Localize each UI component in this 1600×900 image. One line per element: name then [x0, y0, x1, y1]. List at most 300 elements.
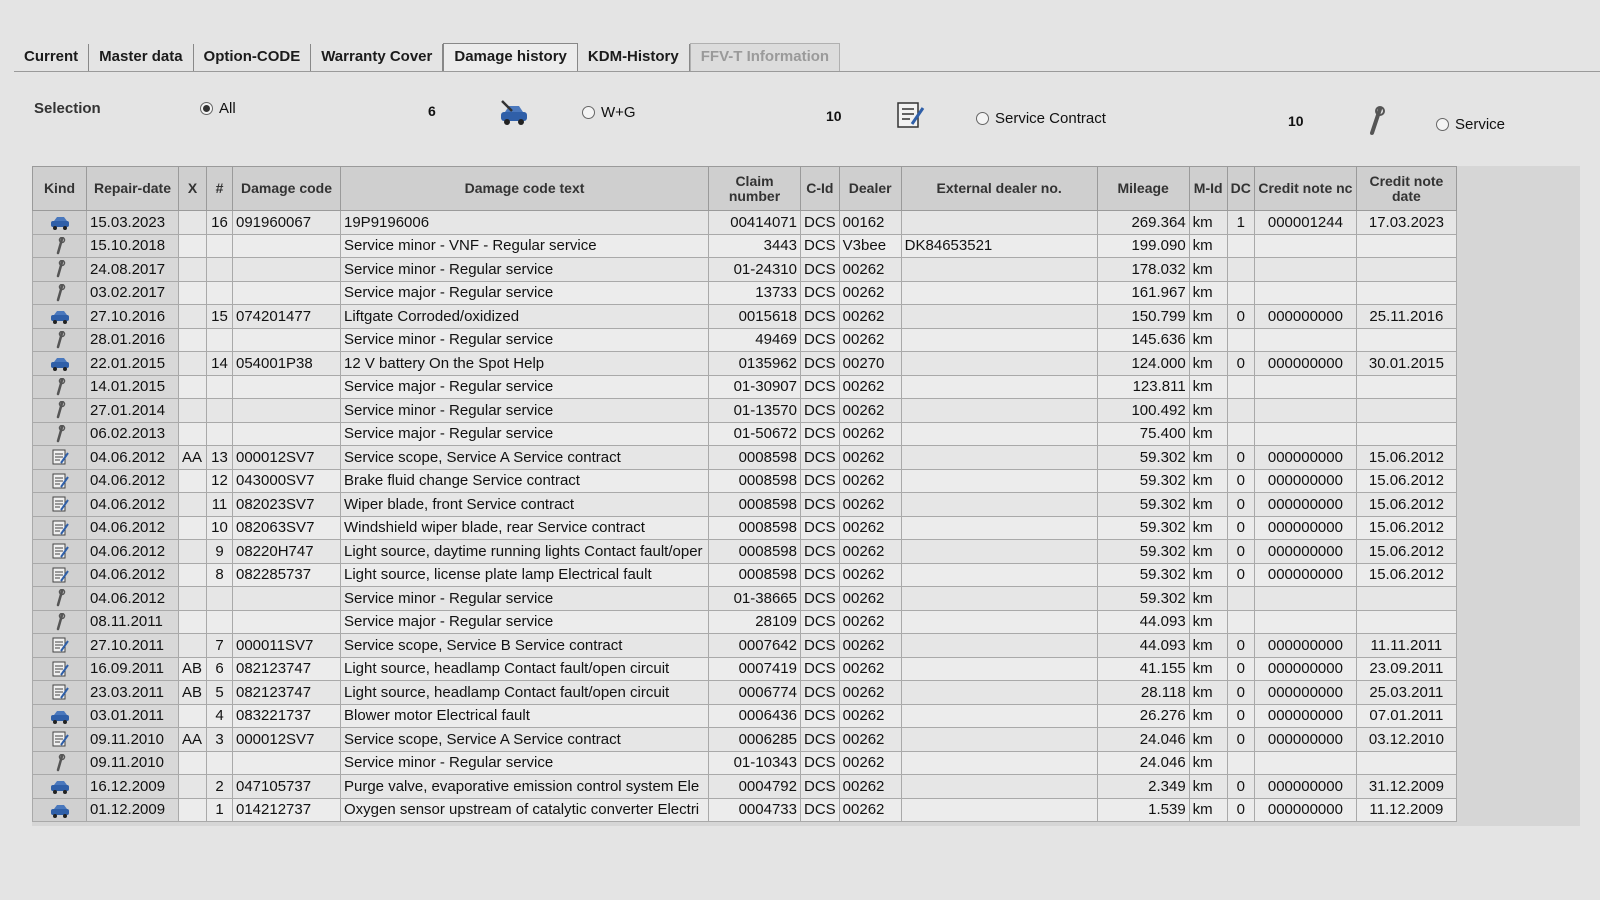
column-header-code[interactable]: Damage code — [233, 167, 341, 211]
cell-text: Service minor - Regular service — [341, 751, 709, 775]
cell-num: 16 — [207, 211, 233, 235]
cell-x — [179, 751, 207, 775]
table-row[interactable] — [33, 681, 1457, 705]
cell-date: 27.01.2014 — [87, 399, 179, 423]
cell-code: 082023SV7 — [233, 493, 341, 517]
cell-cdate — [1356, 258, 1456, 282]
service-contract-icon — [50, 730, 70, 748]
cell-code — [233, 399, 341, 423]
cell-credit: 000000000 — [1254, 563, 1356, 587]
column-header-cid[interactable]: C-Id — [801, 167, 840, 211]
table-row[interactable] — [33, 587, 1457, 611]
table-row[interactable] — [33, 305, 1457, 329]
cell-kind — [33, 469, 87, 493]
cell-cid: DCS — [801, 587, 840, 611]
cell-credit: 000000000 — [1254, 469, 1356, 493]
table-row[interactable] — [33, 328, 1457, 352]
cell-mid: km — [1189, 681, 1227, 705]
cell-date: 04.06.2012 — [87, 540, 179, 564]
radio-service-contract-dot[interactable] — [976, 112, 989, 125]
cell-dc — [1227, 234, 1254, 258]
count-service-contract: 10 — [1288, 113, 1304, 129]
cell-x — [179, 399, 207, 423]
cell-x: AB — [179, 657, 207, 681]
cell-num — [207, 422, 233, 446]
column-header-kind[interactable]: Kind — [33, 167, 87, 211]
column-header-ext[interactable]: External dealer no. — [901, 167, 1097, 211]
cell-ext — [901, 563, 1097, 587]
cell-dealer: 00262 — [839, 704, 901, 728]
cell-dealer: 00262 — [839, 422, 901, 446]
radio-service-dot[interactable] — [1436, 118, 1449, 131]
tab-kdm-history[interactable]: KDM-History — [578, 44, 690, 71]
cell-cdate: 15.06.2012 — [1356, 446, 1456, 470]
cell-cdate — [1356, 234, 1456, 258]
cell-dealer: 00262 — [839, 281, 901, 305]
cell-text: Service minor - VNF - Regular service — [341, 234, 709, 258]
cell-mid: km — [1189, 422, 1227, 446]
table-row[interactable] — [33, 493, 1457, 517]
cell-mileage: 123.811 — [1097, 375, 1189, 399]
cell-code: 074201477 — [233, 305, 341, 329]
cell-dc — [1227, 610, 1254, 634]
car-repair-icon — [49, 214, 71, 230]
cell-code — [233, 258, 341, 282]
cell-ext — [901, 493, 1097, 517]
cell-dc: 0 — [1227, 634, 1254, 658]
wrench-icon — [51, 613, 69, 631]
cell-dealer: 00262 — [839, 728, 901, 752]
cell-dc — [1227, 328, 1254, 352]
cell-kind — [33, 728, 87, 752]
tab-master-data[interactable]: Master data — [89, 44, 193, 71]
cell-ext — [901, 281, 1097, 305]
cell-cdate: 30.01.2015 — [1356, 352, 1456, 376]
table-row[interactable] — [33, 352, 1457, 376]
service-contract-icon — [50, 495, 70, 513]
cell-dc: 0 — [1227, 798, 1254, 822]
cell-mileage: 2.349 — [1097, 775, 1189, 799]
cell-x — [179, 493, 207, 517]
cell-ext — [901, 328, 1097, 352]
cell-dc — [1227, 375, 1254, 399]
wrench-icon — [51, 260, 69, 278]
cell-ext — [901, 704, 1097, 728]
cell-date: 08.11.2011 — [87, 610, 179, 634]
cell-dc: 0 — [1227, 563, 1254, 587]
cell-dealer: 00262 — [839, 563, 901, 587]
cell-claim: 01-10343 — [709, 751, 801, 775]
cell-kind — [33, 352, 87, 376]
cell-dc: 0 — [1227, 516, 1254, 540]
cell-num — [207, 234, 233, 258]
cell-x — [179, 305, 207, 329]
table-row[interactable] — [33, 704, 1457, 728]
table-row[interactable] — [33, 728, 1457, 752]
table-row[interactable] — [33, 375, 1457, 399]
cell-mid: km — [1189, 798, 1227, 822]
cell-date: 04.06.2012 — [87, 446, 179, 470]
cell-credit: 000000000 — [1254, 704, 1356, 728]
cell-mileage: 41.155 — [1097, 657, 1189, 681]
cell-num: 1 — [207, 798, 233, 822]
cell-mid: km — [1189, 399, 1227, 423]
cell-kind — [33, 375, 87, 399]
table-row[interactable] — [33, 469, 1457, 493]
cell-x — [179, 352, 207, 376]
cell-claim: 0015618 — [709, 305, 801, 329]
cell-cid: DCS — [801, 634, 840, 658]
cell-claim: 0004792 — [709, 775, 801, 799]
column-header-cdate[interactable]: Credit note date — [1356, 167, 1456, 211]
cell-credit: 000000000 — [1254, 540, 1356, 564]
column-header-date[interactable]: Repair-date — [87, 167, 179, 211]
selection-filter — [34, 96, 1574, 132]
cell-text: Blower motor Electrical fault — [341, 704, 709, 728]
cell-mid: km — [1189, 234, 1227, 258]
cell-mileage: 59.302 — [1097, 493, 1189, 517]
cell-x — [179, 469, 207, 493]
cell-date: 04.06.2012 — [87, 516, 179, 540]
cell-claim: 01-13570 — [709, 399, 801, 423]
cell-dealer: 00262 — [839, 798, 901, 822]
cell-cdate: 25.11.2016 — [1356, 305, 1456, 329]
table-body — [33, 211, 1457, 822]
column-header-dc[interactable]: DC — [1227, 167, 1254, 211]
cell-kind — [33, 422, 87, 446]
cell-dc: 0 — [1227, 728, 1254, 752]
cell-mid: km — [1189, 516, 1227, 540]
radio-wg-dot[interactable] — [582, 106, 595, 119]
cell-mid: km — [1189, 328, 1227, 352]
cell-code — [233, 375, 341, 399]
cell-text: Windshield wiper blade, rear Service contract — [341, 516, 709, 540]
cell-num: 12 — [207, 469, 233, 493]
cell-text: Service major - Regular service — [341, 422, 709, 446]
cell-mileage: 59.302 — [1097, 587, 1189, 611]
cell-mid: km — [1189, 657, 1227, 681]
tab-option-code[interactable]: Option-CODE — [194, 44, 312, 71]
cell-dealer: 00262 — [839, 469, 901, 493]
column-header-mid[interactable]: M-Id — [1189, 167, 1227, 211]
cell-credit — [1254, 399, 1356, 423]
cell-credit: 000000000 — [1254, 516, 1356, 540]
cell-code: 000012SV7 — [233, 728, 341, 752]
cell-credit: 000000000 — [1254, 798, 1356, 822]
cell-num: 3 — [207, 728, 233, 752]
radio-wg[interactable] — [582, 104, 636, 121]
cell-date: 22.01.2015 — [87, 352, 179, 376]
radio-all[interactable] — [200, 100, 236, 117]
cell-code: 054001P38 — [233, 352, 341, 376]
cell-num: 4 — [207, 704, 233, 728]
cell-num — [207, 751, 233, 775]
cell-ext — [901, 775, 1097, 799]
cell-mileage: 44.093 — [1097, 634, 1189, 658]
table-row[interactable] — [33, 516, 1457, 540]
cell-mileage: 199.090 — [1097, 234, 1189, 258]
cell-num — [207, 328, 233, 352]
cell-text: Service scope, Service A Service contract — [341, 728, 709, 752]
wrench-icon — [51, 401, 69, 419]
cell-cdate — [1356, 328, 1456, 352]
cell-ext — [901, 469, 1097, 493]
tab-current[interactable]: Current — [14, 44, 89, 71]
cell-dealer: 00262 — [839, 775, 901, 799]
table-row[interactable] — [33, 775, 1457, 799]
cell-ext: DK84653521 — [901, 234, 1097, 258]
cell-mileage: 28.118 — [1097, 681, 1189, 705]
cell-date: 28.01.2016 — [87, 328, 179, 352]
column-header-credit[interactable]: Credit note nc — [1254, 167, 1356, 211]
cell-cid: DCS — [801, 305, 840, 329]
cell-claim: 0007642 — [709, 634, 801, 658]
tab-damage-history[interactable]: Damage history — [443, 43, 578, 71]
cell-credit — [1254, 422, 1356, 446]
table-row[interactable] — [33, 446, 1457, 470]
cell-dc: 0 — [1227, 681, 1254, 705]
cell-x — [179, 211, 207, 235]
column-header-dealer[interactable]: Dealer — [839, 167, 901, 211]
cell-mid: km — [1189, 540, 1227, 564]
wrench-icon — [51, 378, 69, 396]
cell-mileage: 24.046 — [1097, 728, 1189, 752]
table-row[interactable] — [33, 211, 1457, 235]
cell-mileage: 59.302 — [1097, 516, 1189, 540]
cell-dealer: 00262 — [839, 493, 901, 517]
cell-mileage: 124.000 — [1097, 352, 1189, 376]
cell-cid: DCS — [801, 258, 840, 282]
cell-cdate: 31.12.2009 — [1356, 775, 1456, 799]
cell-dealer: 00262 — [839, 751, 901, 775]
cell-date: 27.10.2011 — [87, 634, 179, 658]
cell-dealer: 00262 — [839, 540, 901, 564]
cell-ext — [901, 798, 1097, 822]
cell-ext — [901, 422, 1097, 446]
cell-kind — [33, 234, 87, 258]
cell-kind — [33, 563, 87, 587]
cell-cid: DCS — [801, 728, 840, 752]
cell-cdate: 25.03.2011 — [1356, 681, 1456, 705]
cell-kind — [33, 399, 87, 423]
car-repair-icon — [49, 308, 71, 324]
cell-code — [233, 281, 341, 305]
table-row[interactable] — [33, 281, 1457, 305]
cell-num — [207, 281, 233, 305]
cell-cdate: 23.09.2011 — [1356, 657, 1456, 681]
cell-num — [207, 610, 233, 634]
cell-text: Service major - Regular service — [341, 610, 709, 634]
cell-claim: 0006285 — [709, 728, 801, 752]
cell-dealer: 00162 — [839, 211, 901, 235]
cell-date: 01.12.2009 — [87, 798, 179, 822]
cell-cid: DCS — [801, 657, 840, 681]
radio-service-contract[interactable] — [976, 110, 1106, 127]
service-contract-icon — [50, 448, 70, 466]
cell-cdate: 03.12.2010 — [1356, 728, 1456, 752]
cell-dealer: 00262 — [839, 681, 901, 705]
cell-code: 082285737 — [233, 563, 341, 587]
column-header-claim[interactable]: Claim number — [709, 167, 801, 211]
cell-date: 24.08.2017 — [87, 258, 179, 282]
cell-dc — [1227, 258, 1254, 282]
cell-mileage: 59.302 — [1097, 563, 1189, 587]
cell-ext — [901, 587, 1097, 611]
cell-claim: 0008598 — [709, 446, 801, 470]
cell-dc: 0 — [1227, 446, 1254, 470]
radio-all-label: All — [219, 100, 236, 117]
cell-cdate — [1356, 751, 1456, 775]
wrench-icon — [51, 331, 69, 349]
cell-dealer: 00262 — [839, 657, 901, 681]
cell-claim: 01-50672 — [709, 422, 801, 446]
cell-text: Purge valve, evaporative emission control system Ele — [341, 775, 709, 799]
cell-num: 7 — [207, 634, 233, 658]
table-row[interactable] — [33, 634, 1457, 658]
cell-kind — [33, 798, 87, 822]
count-wg: 10 — [826, 108, 842, 124]
radio-service-label: Service — [1455, 116, 1506, 133]
column-header-x[interactable]: X — [179, 167, 207, 211]
cell-kind — [33, 516, 87, 540]
cell-date: 14.01.2015 — [87, 375, 179, 399]
table-row[interactable] — [33, 751, 1457, 775]
cell-mileage: 26.276 — [1097, 704, 1189, 728]
service-contract-icon — [50, 519, 70, 537]
cell-x — [179, 563, 207, 587]
radio-service[interactable] — [1436, 116, 1505, 133]
cell-code — [233, 751, 341, 775]
cell-code — [233, 610, 341, 634]
cell-text: Service scope, Service A Service contract — [341, 446, 709, 470]
cell-cdate — [1356, 587, 1456, 611]
wrench-icon — [51, 284, 69, 302]
cell-kind — [33, 657, 87, 681]
table-row[interactable] — [33, 563, 1457, 587]
cell-kind — [33, 211, 87, 235]
cell-cid: DCS — [801, 328, 840, 352]
cell-dc: 0 — [1227, 704, 1254, 728]
cell-num — [207, 399, 233, 423]
cell-date: 15.10.2018 — [87, 234, 179, 258]
cell-dealer: 00262 — [839, 399, 901, 423]
service-contract-icon — [50, 683, 70, 701]
cell-date: 27.10.2016 — [87, 305, 179, 329]
cell-code — [233, 328, 341, 352]
cell-mid: km — [1189, 469, 1227, 493]
cell-x — [179, 234, 207, 258]
column-header-num[interactable]: # — [207, 167, 233, 211]
cell-claim: 0006436 — [709, 704, 801, 728]
table-row[interactable] — [33, 798, 1457, 822]
table-row[interactable] — [33, 399, 1457, 423]
cell-x — [179, 540, 207, 564]
cell-text: Service major - Regular service — [341, 281, 709, 305]
cell-date: 04.06.2012 — [87, 493, 179, 517]
cell-cid: DCS — [801, 281, 840, 305]
cell-kind — [33, 258, 87, 282]
column-header-mileage[interactable]: Mileage — [1097, 167, 1189, 211]
cell-cdate — [1356, 281, 1456, 305]
table-row[interactable] — [33, 258, 1457, 282]
cell-kind — [33, 281, 87, 305]
cell-dc: 0 — [1227, 493, 1254, 517]
cell-cid: DCS — [801, 516, 840, 540]
cell-x — [179, 798, 207, 822]
cell-mileage: 59.302 — [1097, 540, 1189, 564]
column-header-text[interactable]: Damage code text — [341, 167, 709, 211]
cell-cid: DCS — [801, 610, 840, 634]
table-row[interactable] — [33, 234, 1457, 258]
cell-mid: km — [1189, 610, 1227, 634]
cell-cdate — [1356, 610, 1456, 634]
cell-date: 03.02.2017 — [87, 281, 179, 305]
cell-cdate: 11.11.2011 — [1356, 634, 1456, 658]
cell-cid: DCS — [801, 422, 840, 446]
cell-num: 9 — [207, 540, 233, 564]
tab-warranty-cover[interactable]: Warranty Cover — [311, 44, 443, 71]
wrench-icon — [51, 754, 69, 772]
cell-credit: 000000000 — [1254, 305, 1356, 329]
car-repair-icon — [49, 708, 71, 724]
cell-code: 08220H747 — [233, 540, 341, 564]
cell-cid: DCS — [801, 540, 840, 564]
table-row[interactable] — [33, 657, 1457, 681]
cell-claim: 49469 — [709, 328, 801, 352]
radio-wg-label: W+G — [601, 104, 636, 121]
car-repair-icon — [49, 778, 71, 794]
cell-dealer: 00262 — [839, 516, 901, 540]
cell-claim: 28109 — [709, 610, 801, 634]
radio-all-dot[interactable] — [200, 102, 213, 115]
cell-credit: 000000000 — [1254, 446, 1356, 470]
cell-num: 14 — [207, 352, 233, 376]
cell-mid: km — [1189, 375, 1227, 399]
table-row[interactable] — [33, 610, 1457, 634]
cell-claim: 0008598 — [709, 469, 801, 493]
cell-claim: 0004733 — [709, 798, 801, 822]
service-contract-icon — [50, 566, 70, 584]
cell-text: Service scope, Service B Service contract — [341, 634, 709, 658]
cell-kind — [33, 681, 87, 705]
cell-text: Light source, headlamp Contact fault/open circuit — [341, 657, 709, 681]
cell-x — [179, 281, 207, 305]
cell-credit — [1254, 375, 1356, 399]
table-row[interactable] — [33, 540, 1457, 564]
cell-credit: 000001244 — [1254, 211, 1356, 235]
cell-cdate: 15.06.2012 — [1356, 469, 1456, 493]
radio-service-contract-label: Service Contract — [995, 110, 1106, 127]
cell-num: 6 — [207, 657, 233, 681]
cell-cid: DCS — [801, 798, 840, 822]
cell-mileage: 178.032 — [1097, 258, 1189, 282]
table-row[interactable] — [33, 422, 1457, 446]
cell-mileage: 161.967 — [1097, 281, 1189, 305]
cell-text: Light source, license plate lamp Electrical fault — [341, 563, 709, 587]
cell-date: 04.06.2012 — [87, 469, 179, 493]
cell-kind — [33, 328, 87, 352]
cell-credit: 000000000 — [1254, 634, 1356, 658]
cell-cid: DCS — [801, 563, 840, 587]
damage-history-table — [32, 166, 1457, 822]
cell-text: Light source, daytime running lights Contact fault/oper — [341, 540, 709, 564]
cell-dealer: 00262 — [839, 587, 901, 611]
cell-text: Brake fluid change Service contract — [341, 469, 709, 493]
cell-text: Service minor - Regular service — [341, 399, 709, 423]
cell-cid: DCS — [801, 446, 840, 470]
cell-dealer: V3bee — [839, 234, 901, 258]
cell-x: AB — [179, 681, 207, 705]
